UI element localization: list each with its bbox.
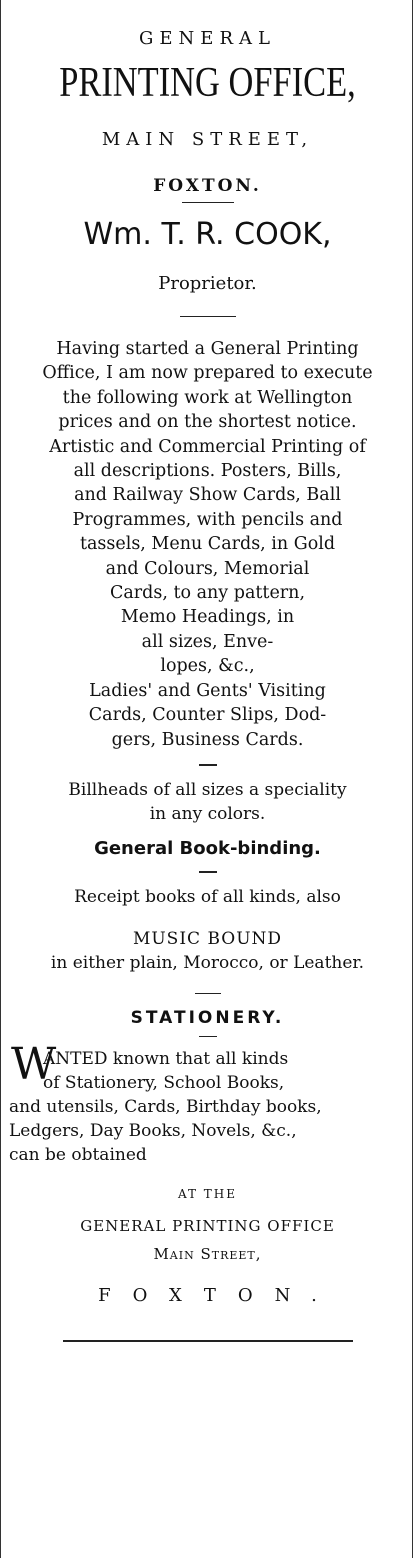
footer-office: GENERAL PRINTING OFFICE — [80, 1216, 335, 1235]
intro-line: Programmes, with pencils and — [72, 509, 343, 530]
intro-line: Memo Headings, in — [120, 607, 295, 628]
intro-line: all sizes, Enve- — [141, 631, 274, 652]
bottom-rule — [63, 1340, 353, 1342]
receipt-books: Receipt books of all kinds, also — [74, 886, 341, 907]
intro-line: Office, I am now prepared to execute — [42, 363, 373, 384]
binding-options: in either plain, Morocco, or Leather. — [50, 952, 365, 973]
intro-line: tassels, Menu Cards, in Gold — [79, 534, 336, 555]
header-general: GENERAL — [139, 28, 276, 49]
stationery-text — [9, 1038, 406, 1167]
footer-town: FOXTON. — [98, 1284, 339, 1306]
stationery-line: ANTED known that all kinds — [43, 1048, 289, 1069]
divider — [199, 1036, 217, 1037]
bookbinding-heading: General Book-binding. — [94, 837, 321, 859]
intro-line: all descriptions. Posters, Bills, — [73, 461, 342, 482]
billheads-line: Billheads of all sizes a speciality — [68, 779, 347, 800]
intro-line: Cards, to any pattern, — [109, 583, 306, 604]
divider — [195, 993, 221, 994]
intro-line: and Colours, Memorial — [105, 558, 310, 579]
proprietor-title: Proprietor. — [158, 273, 257, 294]
intro-line: gers, Business Cards. — [111, 729, 304, 750]
divider — [199, 764, 217, 766]
intro-line: Ladies' and Gents' Visiting — [89, 680, 326, 701]
proprietor-name: Wm. T. R. COOK, — [83, 217, 332, 252]
intro-line: Artistic and Commercial Printing of — [49, 436, 366, 457]
header-town: FOXTON. — [153, 176, 262, 196]
stationery-heading: STATIONERY. — [130, 1007, 285, 1028]
intro-line: the following work at Wellington — [62, 387, 353, 408]
footer-at: AT THE — [177, 1186, 238, 1201]
stationery-line: of Stationery, School Books, — [43, 1072, 285, 1093]
stationery-line: and utensils, Cards, Birthday books, — [9, 1096, 322, 1117]
intro-line: prices and on the shortest notice. — [58, 412, 357, 433]
stationery-line: Ledgers, Day Books, Novels, &c., — [9, 1120, 297, 1141]
intro-text — [9, 337, 406, 752]
intro-line: lopes, &c., — [160, 656, 255, 677]
stationery-line: can be obtained — [9, 1144, 147, 1165]
divider — [199, 871, 217, 873]
intro-line: Having started a General Printing — [56, 339, 359, 359]
divider — [182, 202, 234, 203]
header-main-street: MAIN STREET, — [101, 129, 314, 150]
divider — [180, 316, 236, 317]
music-bound: MUSIC BOUND — [132, 928, 283, 949]
intro-line: Cards, Counter Slips, Dod- — [88, 705, 327, 726]
intro-line: and Railway Show Cards, Ball — [74, 485, 341, 506]
billheads-line: in any colors. — [149, 803, 266, 824]
footer-street: Main Street, — [153, 1244, 262, 1263]
header-printing-office: PRINTING OFFICE, — [59, 60, 356, 106]
drop-cap: W — [11, 1038, 57, 1090]
